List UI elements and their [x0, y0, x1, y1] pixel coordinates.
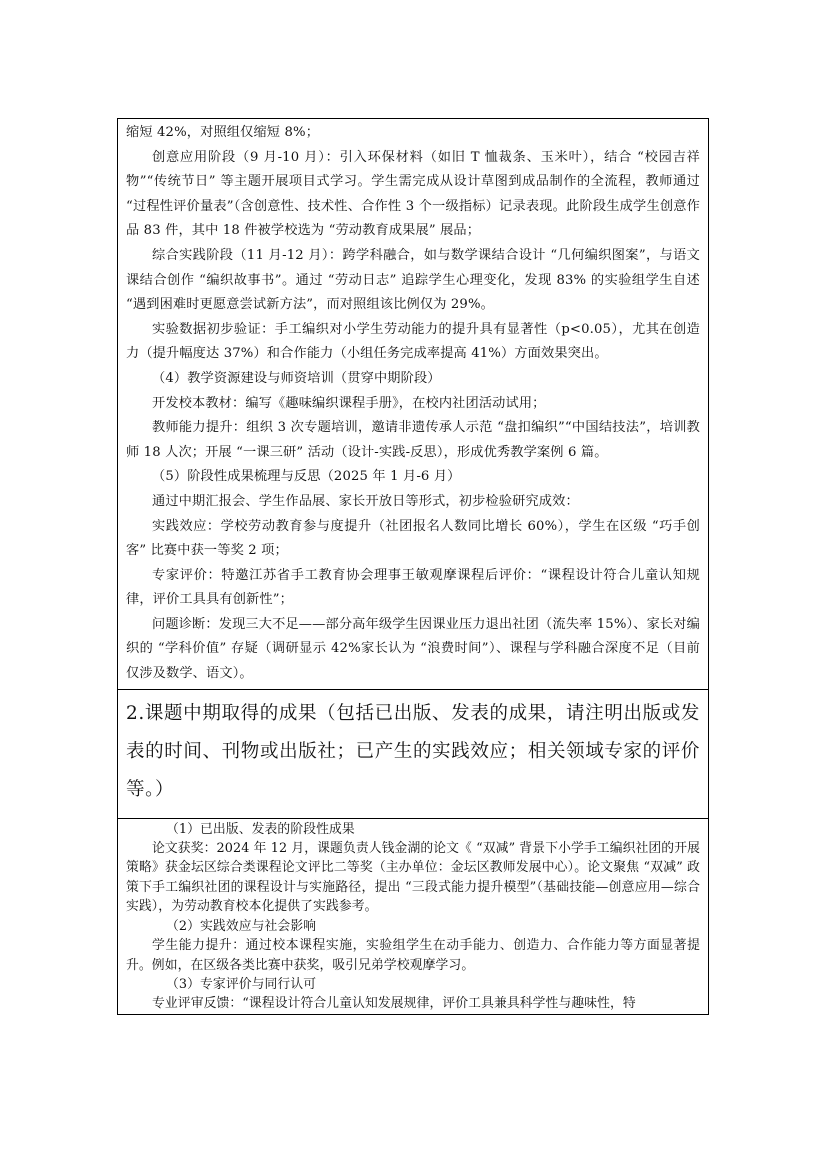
subheading: （4）教学资源建设与师资培训（贯穿中期阶段） — [152, 370, 441, 386]
section-heading: 2.课题中期取得的成果（包括已出版、发表的成果，请注明出版或发表的时间、刊物或出版社；已产生的实践效应；相关领域专家的评价等。） — [126, 702, 700, 800]
paragraph: 论文获奖：2024 年 12 月，课题负责人钱金湖的论文《 “双减” 背景下小学手工编织社团的开展策略》获金坛区综合类课程论文评比二等奖（主办单位：金坛区教师发展中心）。论文聚焦 “双减” 政策下手工编织社团的课程设计与实施路径，提出 “三段式能力提升模型”（基础技能—创意应用—综合实践），为劳动教育校本化提供了实践参考。 — [126, 841, 700, 915]
subheading: （5）阶段性成果梳理与反思（2025 年 1 月-6 月） — [152, 469, 461, 485]
subheading: （3）专家评价与同行认可 — [166, 976, 317, 992]
paragraph: 开发校本教材：编写《趣味编织课程手册》，在校内社团活动试用； — [152, 395, 546, 411]
paragraph: 学生能力提升：通过校本课程实施，实验组学生在动手能力、创造力、合作能力等方面显著提升。例如，在区级各类比赛中获奖，吸引兄弟学校观摩学习。 — [126, 938, 700, 973]
paragraph: 问题诊断：发现三大不足——部分高年级学生因课业压力退出社团（流失率 15%）、家长对编织的 “学科价值” 存疑（调研显示 42%家长认为 “浪费时间”）、课程与学科融合深度不足（目前仅涉及数学、语文）。 — [126, 616, 700, 682]
section-heading-cell — [118, 689, 709, 818]
table-row — [118, 689, 709, 818]
table-row — [118, 818, 709, 1014]
paragraph: 缩短 42%，对照组仅缩短 8%； — [126, 125, 320, 140]
paragraph: 专家评价：特邀江苏省手工教育协会理事王敏观摩课程后评价：“课程设计符合儿童认知规律，评价工具具有创新性”； — [126, 567, 700, 608]
process-cell — [118, 119, 709, 690]
subheading: （1）已出版、发表的阶段性成果 — [166, 821, 355, 837]
table-row — [118, 119, 709, 690]
paragraph: 实践效应：学校劳动教育参与度提升（社团报名人数同比增长 60%），学生在区级 “巧手创客” 比赛中获一等奖 2 项； — [126, 518, 700, 559]
report-page — [117, 118, 709, 1015]
paragraph: 专业评审反馈：“课程设计符合儿童认知发展规律，评价工具兼具科学性与趣味性，特 — [152, 996, 636, 1012]
paragraph: 实验数据初步验证：手工编织对小学生劳动能力的提升具有显著性（p<0.05），尤其在创造力（提升幅度达 37%）和合作能力（小组任务完成率提高 41%）方面效果突出。 — [126, 321, 700, 362]
report-table — [117, 118, 709, 1015]
subheading: （2）实践效应与社会影响 — [166, 918, 317, 934]
paragraph: 通过中期汇报会、学生作品展、家长开放日等形式，初步检验研究成效： — [152, 493, 579, 509]
paragraph: 教师能力提升：组织 3 次专题培训，邀请非遗传承人示范 “盘扣编织”“中国结技法”，培训教师 18 人次；开展 “一课三研” 活动（设计-实践-反思），形成优秀教学案例 6 篇。 — [126, 420, 700, 460]
paragraph: 创意应用阶段（9 月-10 月）：引入环保材料（如旧 T 恤裁条、玉米叶），结合 “校园吉祥物”“传统节日” 等主题开展项目式学习。学生需完成从设计草图到成品制作的全流程，教师通过 “过程性评价量表”（含创意性、技术性、合作性 3 个一级指标）记录表现。此阶段生成学生创意作品 83 件，其中 18 件被学校选为 “劳动教育成果展” 展品； — [126, 149, 700, 239]
paragraph: 综合实践阶段（11 月-12 月）：跨学科融合，如与数学课结合设计 “几何编织图案”，与语文课结合创作 “编织故事书”。通过 “劳动日志” 追踪学生心理变化，发现 83% 的实验组学生自述 “遇到困难时更愿意尝试新方法”，而对照组该比例仅为 29%。 — [126, 247, 700, 313]
achievements-cell — [118, 818, 709, 1014]
